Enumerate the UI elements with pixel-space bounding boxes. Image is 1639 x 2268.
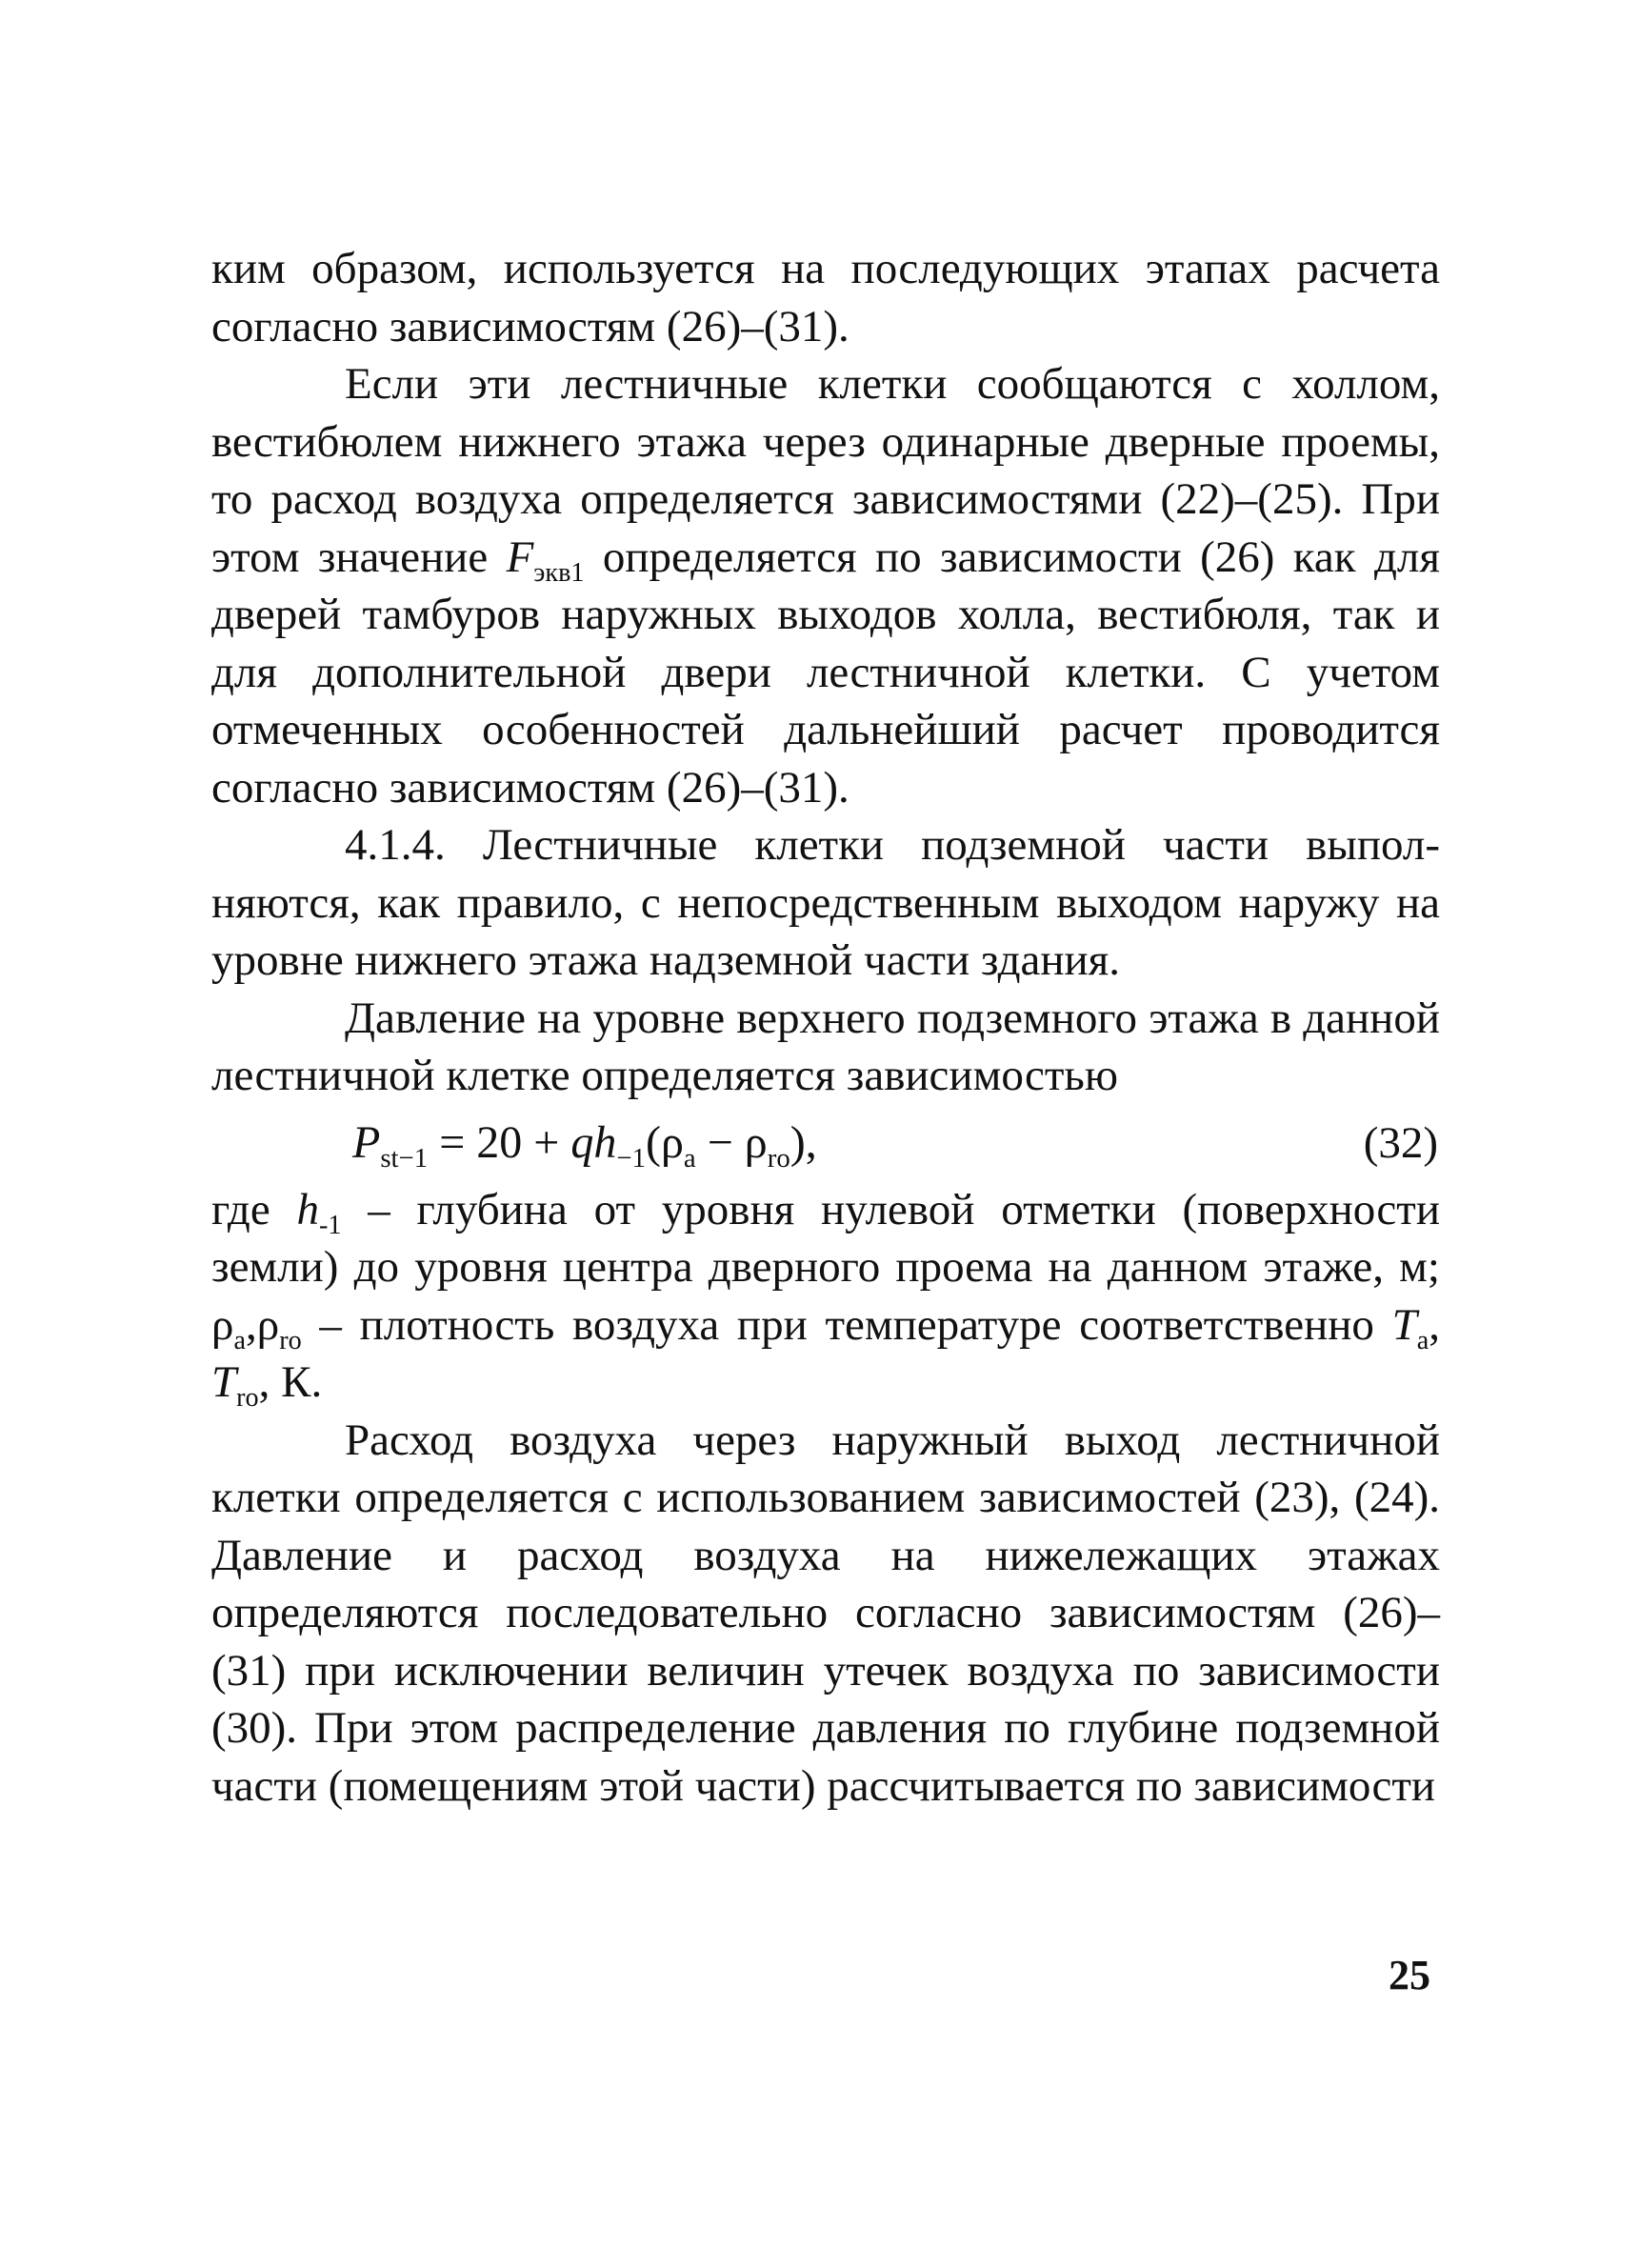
formula-P: P	[352, 1116, 381, 1168]
page-body	[211, 240, 1440, 1815]
paragraph-text: ким образом, используется на последующих этапах расчета согласно зависимостям (26)–(31).	[211, 244, 1440, 351]
paragraph-where	[211, 1181, 1440, 1412]
formula-equals: = 20 +	[428, 1116, 571, 1168]
formula-rho-ro-subscript: ro	[767, 1142, 790, 1174]
paragraph-text: Давление на уровне верхнего подземного этажа в данной лестничной клетке определяется зависимостью	[211, 993, 1440, 1100]
formula-minus: − ρ	[695, 1116, 768, 1168]
formula-rho-a-subscript: a	[683, 1142, 696, 1174]
variable-T-subscript: ro	[236, 1382, 259, 1413]
paragraph-text: Расход воздуха через наружный выход лестничной клетки определяется с использованием зависимостей (23), (24). Давление и расход воздуха на нижележащих этажах определяются последовательно согласно зависимостям (26)–(31) при исключении величин утечек воздуха по зависимости (30). При этом распределение давления по глубине подземной части (помещениям этой части) рассчитывается по зависимости	[211, 1415, 1440, 1811]
paragraph-stairwell-hall	[211, 355, 1440, 816]
formula-q: q	[570, 1116, 594, 1168]
formula	[352, 1114, 817, 1173]
variable-T-subscript: a	[1416, 1325, 1429, 1355]
formula-h-subscript: −1	[616, 1142, 646, 1174]
paragraph-text: 4.1.4. Лестничные клетки подземной части выполняются, как правило, с непосредственным выходом наружу на уровне нижнего этажа надземной части здания.	[211, 820, 1440, 985]
variable-h-subscript: -1	[318, 1210, 342, 1240]
equation-32	[211, 1109, 1440, 1181]
formula-close: ),	[790, 1116, 817, 1168]
variable-T: T	[211, 1357, 237, 1407]
formula-P-subscript: st−1	[380, 1142, 429, 1174]
variable-rho-subscript: a	[233, 1325, 246, 1355]
paragraph-text: – глубина от уровня нулевой отметки (поверхности земли) до уровня центра дверного проема на данном этаже, м;	[211, 1184, 1440, 1292]
page-number: 25	[1389, 1952, 1430, 1998]
variable-rho: ρ	[256, 1299, 280, 1350]
paragraph-text: , К.	[258, 1357, 323, 1407]
paragraph-text: – плотность воздуха при температуре соответственно	[301, 1299, 1392, 1350]
equation-number: (32)	[1363, 1117, 1438, 1168]
variable-F-subscript: экв1	[533, 557, 585, 588]
paragraph-continuation	[211, 240, 1440, 355]
formula-open: (ρ	[645, 1116, 684, 1168]
variable-rho: ρ	[211, 1299, 234, 1350]
variable-h: h	[296, 1184, 319, 1234]
variable-F: F	[506, 532, 534, 582]
separator: ,	[245, 1299, 257, 1350]
variable-rho-subscript: ro	[279, 1325, 302, 1355]
paragraph-pressure-intro	[211, 990, 1440, 1105]
paragraph-section-4-1-4	[211, 816, 1440, 990]
separator: ,	[1429, 1299, 1440, 1350]
paragraph-airflow	[211, 1412, 1440, 1816]
paragraph-text: определяется по зависимости (26) как для дверей тамбуров наружных выходов холла, вестибюля, так и для дополнительной двери лестничной клетки. С учетом отмеченных особенностей дальнейший расчет проводится согласно зависимостям (26)–(31).	[211, 532, 1440, 813]
paragraph-text: Если эти лестничные клетки сообщаются с холлом, вестибюлем нижнего этажа через одинарные дверные проемы, то расход воздуха определяется зависимостями (22)–(25). При этом значение	[211, 359, 1440, 582]
formula-h: h	[593, 1116, 617, 1168]
paragraph-text: где	[211, 1184, 297, 1234]
variable-T: T	[1391, 1299, 1417, 1350]
